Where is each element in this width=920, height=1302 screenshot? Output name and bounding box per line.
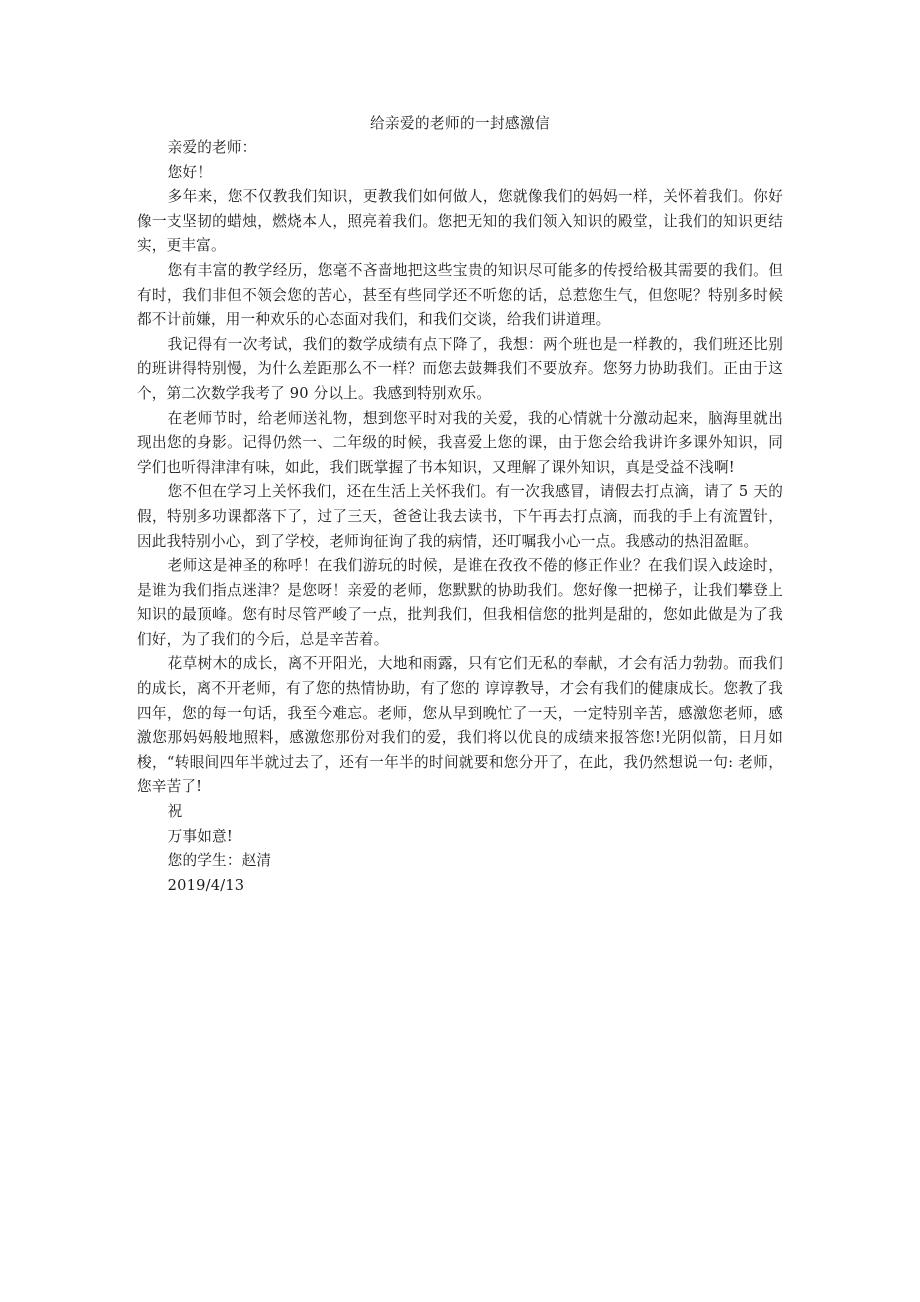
paragraph-4: 在老师节时，给老师送礼物，想到您平时对我的关爱，我的心情就十分激动起来，脑海里就出现出您的身影。记得仍然一、二年级的时候，我喜爱上您的课，由于您会给我讲许多课外知识，同学们也听得津津有味，如此，我们既掌握了书本知识，又理解了课外知识，真是受益不浅啊!: [137, 409, 783, 476]
signature: 您的学生：赵清: [167, 852, 272, 870]
greeting: 您好！: [167, 163, 213, 181]
paragraph-6: 老师这是神圣的称呼！在我们游玩的时候，是谁在孜孜不倦的修正作业？在我们误入歧途时，是谁为我们指点迷津？是您呀！亲爱的老师，您默默的协助我们。您好像一把梯子，让我们攀登上知识的最顶峰。您有时尽管严峻了一点，批判我们，但我相信您的批判是甜的，您如此做是为了我们好，为了我们的今后，总是辛苦着。: [137, 557, 783, 648]
letter-title: 给亲爱的老师的一封感激信: [370, 115, 550, 132]
salutation: 亲爱的老师：: [167, 139, 257, 156]
letter-body: [137, 112, 783, 898]
paragraph-7: 花草树木的成长，离不开阳光，大地和雨露，只有它们无私的奉献，才会有活力勃勃。而我们的成长，离不开老师，有了您的热情协助，有了您的 谆谆教导，才会有我们的健康成长。您教了我四年，您的每一句话，我至今难忘。老师，您从早到晚忙了一天，一定特别辛苦，感激您老师，感激您那妈妈般地照料，感激您那份对我们的爱，我们将以优良的成绩来报答您!光阴似箭，日月如梭，“转眼间四年半就过去了，还有一年半的时间就要和您分开了，在此，我仍然想说一句: 老师，您辛苦了!: [137, 655, 783, 796]
closing-blessing: 万事如意!: [167, 827, 233, 845]
paragraph-1: 多年来，您不仅教我们知识，更教我们如何做人，您就像我们的妈妈一样，关怀着我们。你好像一支坚韧的蜡烛，燃烧本人，照亮着我们。您把无知的我们领入知识的殿堂，让我们的知识更结实，更丰富。: [137, 188, 783, 255]
letter-date: 2019/4/13: [167, 876, 245, 894]
paragraph-5: 您不但在学习上关怀我们，还在生活上关怀我们。有一次我感冒，请假去打点滴，请了 5 天的假，特别多功课都落下了，过了三天，爸爸让我去读书，下午再去打点滴，而我的手上有流置针，因此我特别小心，到了学校，老师询征询了我的病情，还叮嘱我小心一点。我感动的热泪盈眶。: [137, 483, 783, 550]
paragraph-2: 您有丰富的教学经历，您毫不吝啬地把这些宝贵的知识尽可能多的传授给极其需要的我们。但有时，我们非但不领会您的苦心，甚至有些同学还不听您的话，总惹您生气，但您呢？特别多时候都不计前嫌，用一种欢乐的心态面对我们，和我们交谈，给我们讲道理。: [137, 261, 783, 329]
paragraph-3: 我记得有一次考试，我们的数学成绩有点下降了，我想：两个班也是一样教的，我们班还比别的班讲得特别慢，为什么差距那么不一样？而您去鼓舞我们不要放弃。您努力协助我们。正由于这个，第二次数学我考了 90 分以上。我感到特别欢乐。: [137, 335, 783, 402]
closing-wish: 祝: [167, 803, 183, 821]
